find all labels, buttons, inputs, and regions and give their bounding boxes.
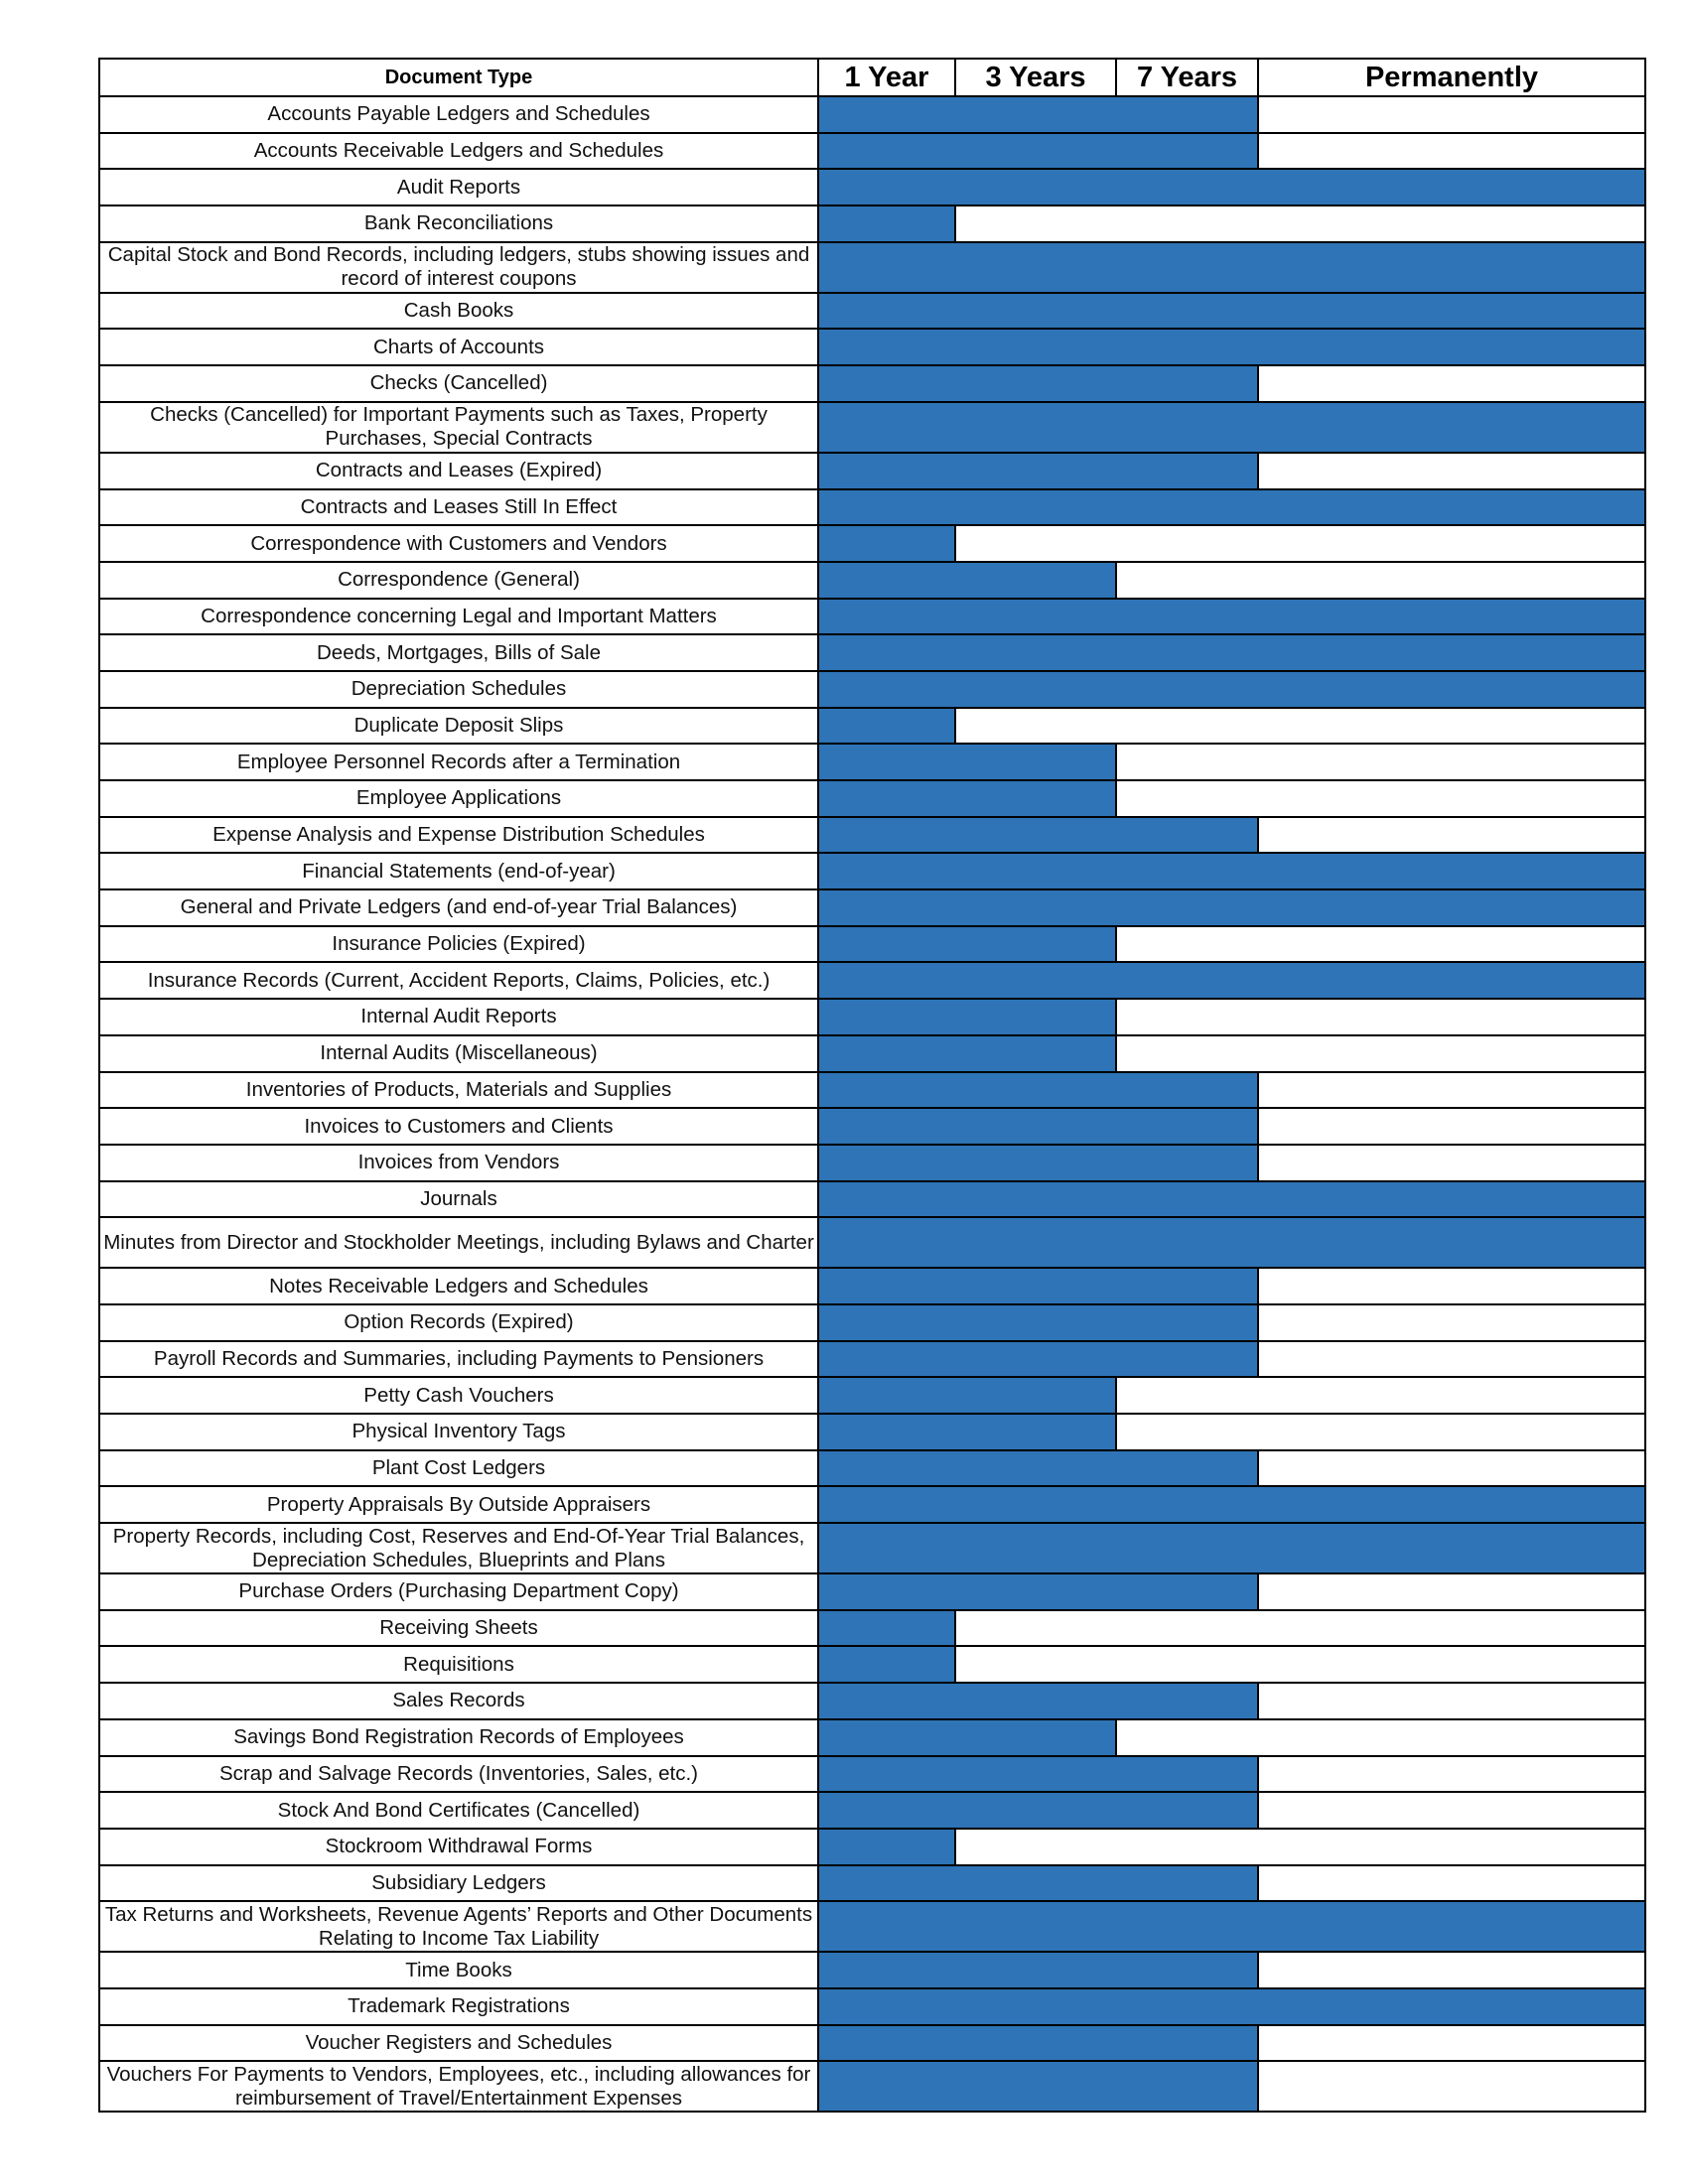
period-header-3-years: 3 Years — [955, 59, 1116, 96]
retention-bar-7-years — [818, 1304, 1258, 1341]
document-type-cell: Minutes from Director and Stockholder Meetings, including Bylaws and Charter — [99, 1217, 818, 1268]
table-row — [99, 1952, 1645, 1988]
table-row — [99, 1865, 1645, 1902]
table-row — [99, 1217, 1645, 1268]
table-row — [99, 1523, 1645, 1573]
retention-bar-permanently — [818, 1486, 1645, 1523]
document-type-cell: Sales Records — [99, 1683, 818, 1719]
retention-bar-permanently — [818, 889, 1645, 926]
document-type-cell: Scrap and Salvage Records (Inventories, Sales, etc.) — [99, 1756, 818, 1793]
document-type-cell: Time Books — [99, 1952, 818, 1988]
retention-empty-cell — [1258, 1865, 1645, 1902]
document-type-cell: Invoices from Vendors — [99, 1145, 818, 1181]
retention-bar-permanently — [818, 599, 1645, 635]
document-type-cell: Correspondence with Customers and Vendors — [99, 525, 818, 562]
retention-empty-cell — [1116, 1719, 1645, 1756]
retention-bar-permanently — [818, 962, 1645, 999]
retention-empty-cell — [1258, 1792, 1645, 1829]
document-type-cell: Financial Statements (end-of-year) — [99, 853, 818, 889]
table-row — [99, 562, 1645, 599]
document-type-cell: Deeds, Mortgages, Bills of Sale — [99, 634, 818, 671]
table-row — [99, 1450, 1645, 1487]
table-row — [99, 1414, 1645, 1450]
retention-empty-cell — [1258, 1756, 1645, 1793]
retention-empty-cell — [1116, 1377, 1645, 1414]
retention-bar-1-year — [818, 205, 955, 242]
table-row — [99, 1341, 1645, 1378]
retention-bar-1-year — [818, 1829, 955, 1865]
retention-bar-7-years — [818, 1341, 1258, 1378]
document-type-cell: Cash Books — [99, 293, 818, 330]
table-row — [99, 962, 1645, 999]
retention-bar-7-years — [818, 1792, 1258, 1829]
document-type-cell: Notes Receivable Ledgers and Schedules — [99, 1268, 818, 1304]
document-type-cell: Requisitions — [99, 1646, 818, 1683]
document-type-cell: Internal Audits (Miscellaneous) — [99, 1035, 818, 1072]
retention-empty-cell — [955, 1646, 1645, 1683]
retention-empty-cell — [1258, 2025, 1645, 2062]
retention-empty-cell — [1116, 744, 1645, 780]
document-type-cell: Checks (Cancelled) — [99, 365, 818, 402]
table-row — [99, 1181, 1645, 1218]
retention-bar-7-years — [818, 1072, 1258, 1109]
document-type-cell: Invoices to Customers and Clients — [99, 1108, 818, 1145]
document-type-cell: Expense Analysis and Expense Distribution Schedules — [99, 817, 818, 854]
table-row — [99, 889, 1645, 926]
table-row — [99, 1304, 1645, 1341]
table-row — [99, 1646, 1645, 1683]
document-type-cell: Capital Stock and Bond Records, including ledgers, stubs showing issues and record of interest coupons — [99, 242, 818, 293]
retention-bar-7-years — [818, 817, 1258, 854]
retention-bar-7-years — [818, 1952, 1258, 1988]
table-row — [99, 599, 1645, 635]
table-row — [99, 96, 1645, 133]
table-row — [99, 1035, 1645, 1072]
document-type-cell: Internal Audit Reports — [99, 999, 818, 1035]
retention-empty-cell — [955, 1829, 1645, 1865]
retention-empty-cell — [1258, 1145, 1645, 1181]
retention-bar-permanently — [818, 1523, 1645, 1573]
document-type-cell: Voucher Registers and Schedules — [99, 2025, 818, 2062]
table-row — [99, 1988, 1645, 2025]
table-row — [99, 1792, 1645, 1829]
document-type-cell: Purchase Orders (Purchasing Department Copy) — [99, 1573, 818, 1610]
table-row — [99, 525, 1645, 562]
document-type-cell: Plant Cost Ledgers — [99, 1450, 818, 1487]
document-type-cell: Stockroom Withdrawal Forms — [99, 1829, 818, 1865]
retention-empty-cell — [1258, 453, 1645, 489]
retention-empty-cell — [1258, 1683, 1645, 1719]
table-row — [99, 780, 1645, 817]
table-body — [99, 96, 1645, 2112]
document-type-cell: Physical Inventory Tags — [99, 1414, 818, 1450]
document-type-cell: General and Private Ledgers (and end-of-year Trial Balances) — [99, 889, 818, 926]
document-type-cell: Insurance Policies (Expired) — [99, 926, 818, 963]
retention-bar-7-years — [818, 1573, 1258, 1610]
retention-bar-1-year — [818, 708, 955, 745]
period-header-7-years: 7 Years — [1116, 59, 1258, 96]
retention-bar-3-years — [818, 1719, 1116, 1756]
retention-bar-7-years — [818, 1683, 1258, 1719]
retention-bar-permanently — [818, 1901, 1645, 1952]
document-type-cell: Receiving Sheets — [99, 1610, 818, 1647]
table-row — [99, 133, 1645, 170]
retention-empty-cell — [1258, 1341, 1645, 1378]
retention-bar-3-years — [818, 780, 1116, 817]
retention-bar-permanently — [818, 169, 1645, 205]
retention-bar-1-year — [818, 525, 955, 562]
document-type-cell: Payroll Records and Summaries, including Payments to Pensioners — [99, 1341, 818, 1378]
table-row — [99, 1072, 1645, 1109]
retention-bar-3-years — [818, 999, 1116, 1035]
document-type-cell: Checks (Cancelled) for Important Payments such as Taxes, Property Purchases, Special Contracts — [99, 402, 818, 453]
table-row — [99, 708, 1645, 745]
retention-empty-cell — [1116, 1414, 1645, 1450]
retention-bar-7-years — [818, 1268, 1258, 1304]
table-row — [99, 1756, 1645, 1793]
retention-schedule-table — [98, 58, 1646, 2113]
document-type-cell: Insurance Records (Current, Accident Reports, Claims, Policies, etc.) — [99, 962, 818, 999]
document-type-cell: Subsidiary Ledgers — [99, 1865, 818, 1902]
table-row — [99, 1901, 1645, 1952]
table-row — [99, 1486, 1645, 1523]
document-type-cell: Accounts Receivable Ledgers and Schedules — [99, 133, 818, 170]
table-row — [99, 329, 1645, 365]
retention-bar-permanently — [818, 242, 1645, 293]
table-row — [99, 293, 1645, 330]
table-row — [99, 1573, 1645, 1610]
table-row — [99, 2025, 1645, 2062]
document-type-cell: Charts of Accounts — [99, 329, 818, 365]
table-row — [99, 1108, 1645, 1145]
table-row — [99, 817, 1645, 854]
retention-empty-cell — [1258, 1450, 1645, 1487]
retention-bar-permanently — [818, 329, 1645, 365]
document-type-cell: Inventories of Products, Materials and Supplies — [99, 1072, 818, 1109]
retention-bar-permanently — [818, 1181, 1645, 1218]
header-row — [99, 59, 1645, 96]
document-type-cell: Savings Bond Registration Records of Employees — [99, 1719, 818, 1756]
retention-bar-7-years — [818, 1865, 1258, 1902]
retention-empty-cell — [1258, 817, 1645, 854]
table-row — [99, 999, 1645, 1035]
document-type-cell: Stock And Bond Certificates (Cancelled) — [99, 1792, 818, 1829]
table-row — [99, 365, 1645, 402]
retention-bar-1-year — [818, 1610, 955, 1647]
document-type-cell: Correspondence (General) — [99, 562, 818, 599]
retention-bar-3-years — [818, 744, 1116, 780]
document-type-cell: Petty Cash Vouchers — [99, 1377, 818, 1414]
table-row — [99, 169, 1645, 205]
retention-empty-cell — [1258, 133, 1645, 170]
document-type-cell: Depreciation Schedules — [99, 671, 818, 708]
retention-bar-3-years — [818, 926, 1116, 963]
document-type-header: Document Type — [99, 59, 818, 96]
retention-empty-cell — [1258, 96, 1645, 133]
retention-bar-7-years — [818, 365, 1258, 402]
document-type-cell: Vouchers For Payments to Vendors, Employees, etc., including allowances for reimbursement of Travel/Entertainment Expenses — [99, 2061, 818, 2112]
retention-empty-cell — [955, 205, 1645, 242]
retention-empty-cell — [1258, 2061, 1645, 2112]
retention-empty-cell — [955, 525, 1645, 562]
retention-empty-cell — [1258, 1304, 1645, 1341]
retention-bar-3-years — [818, 1377, 1116, 1414]
document-type-cell: Tax Returns and Worksheets, Revenue Agents’ Reports and Other Documents Relating to Income Tax Liability — [99, 1901, 818, 1952]
retention-empty-cell — [955, 1610, 1645, 1647]
retention-bar-7-years — [818, 1145, 1258, 1181]
table-row — [99, 489, 1645, 526]
retention-empty-cell — [1258, 1072, 1645, 1109]
document-type-cell: Correspondence concerning Legal and Important Matters — [99, 599, 818, 635]
table-row — [99, 744, 1645, 780]
retention-bar-7-years — [818, 96, 1258, 133]
table-row — [99, 1145, 1645, 1181]
document-type-cell: Employee Personnel Records after a Termination — [99, 744, 818, 780]
table-row — [99, 926, 1645, 963]
document-type-cell: Option Records (Expired) — [99, 1304, 818, 1341]
retention-empty-cell — [1116, 999, 1645, 1035]
retention-bar-3-years — [818, 1414, 1116, 1450]
retention-empty-cell — [1116, 1035, 1645, 1072]
retention-bar-permanently — [818, 402, 1645, 453]
document-type-cell: Employee Applications — [99, 780, 818, 817]
retention-empty-cell — [1116, 926, 1645, 963]
table-row — [99, 853, 1645, 889]
retention-bar-7-years — [818, 2061, 1258, 2112]
retention-bar-permanently — [818, 853, 1645, 889]
period-header-permanently: Permanently — [1258, 59, 1645, 96]
retention-empty-cell — [1258, 1573, 1645, 1610]
table-row — [99, 402, 1645, 453]
document-type-cell: Duplicate Deposit Slips — [99, 708, 818, 745]
retention-bar-7-years — [818, 133, 1258, 170]
retention-empty-cell — [1258, 365, 1645, 402]
retention-bar-3-years — [818, 562, 1116, 599]
table-row — [99, 1719, 1645, 1756]
retention-bar-7-years — [818, 1756, 1258, 1793]
document-type-cell: Property Records, including Cost, Reserves and End-Of-Year Trial Balances, Depreciation Schedules, Blueprints and Plans — [99, 1523, 818, 1573]
document-type-cell: Journals — [99, 1181, 818, 1218]
retention-bar-7-years — [818, 2025, 1258, 2062]
document-type-cell: Property Appraisals By Outside Appraisers — [99, 1486, 818, 1523]
document-type-cell: Accounts Payable Ledgers and Schedules — [99, 96, 818, 133]
document-type-cell: Audit Reports — [99, 169, 818, 205]
retention-bar-7-years — [818, 453, 1258, 489]
document-type-cell: Trademark Registrations — [99, 1988, 818, 2025]
retention-bar-permanently — [818, 293, 1645, 330]
document-type-cell: Contracts and Leases Still In Effect — [99, 489, 818, 526]
retention-empty-cell — [1258, 1268, 1645, 1304]
table-row — [99, 1377, 1645, 1414]
table-row — [99, 634, 1645, 671]
document-type-cell: Bank Reconciliations — [99, 205, 818, 242]
retention-empty-cell — [955, 708, 1645, 745]
document-type-cell: Contracts and Leases (Expired) — [99, 453, 818, 489]
retention-bar-permanently — [818, 671, 1645, 708]
retention-bar-permanently — [818, 1988, 1645, 2025]
table-row — [99, 242, 1645, 293]
retention-bar-permanently — [818, 1217, 1645, 1268]
period-header-1-year: 1 Year — [818, 59, 955, 96]
table-row — [99, 453, 1645, 489]
retention-bar-3-years — [818, 1035, 1116, 1072]
retention-bar-permanently — [818, 634, 1645, 671]
table-row — [99, 671, 1645, 708]
table-row — [99, 1683, 1645, 1719]
table-row — [99, 2061, 1645, 2112]
retention-bar-7-years — [818, 1450, 1258, 1487]
retention-empty-cell — [1258, 1952, 1645, 1988]
table-row — [99, 1829, 1645, 1865]
retention-empty-cell — [1258, 1108, 1645, 1145]
retention-bar-1-year — [818, 1646, 955, 1683]
retention-bar-7-years — [818, 1108, 1258, 1145]
table-row — [99, 205, 1645, 242]
table-row — [99, 1610, 1645, 1647]
retention-empty-cell — [1116, 780, 1645, 817]
table-row — [99, 1268, 1645, 1304]
retention-bar-permanently — [818, 489, 1645, 526]
retention-empty-cell — [1116, 562, 1645, 599]
